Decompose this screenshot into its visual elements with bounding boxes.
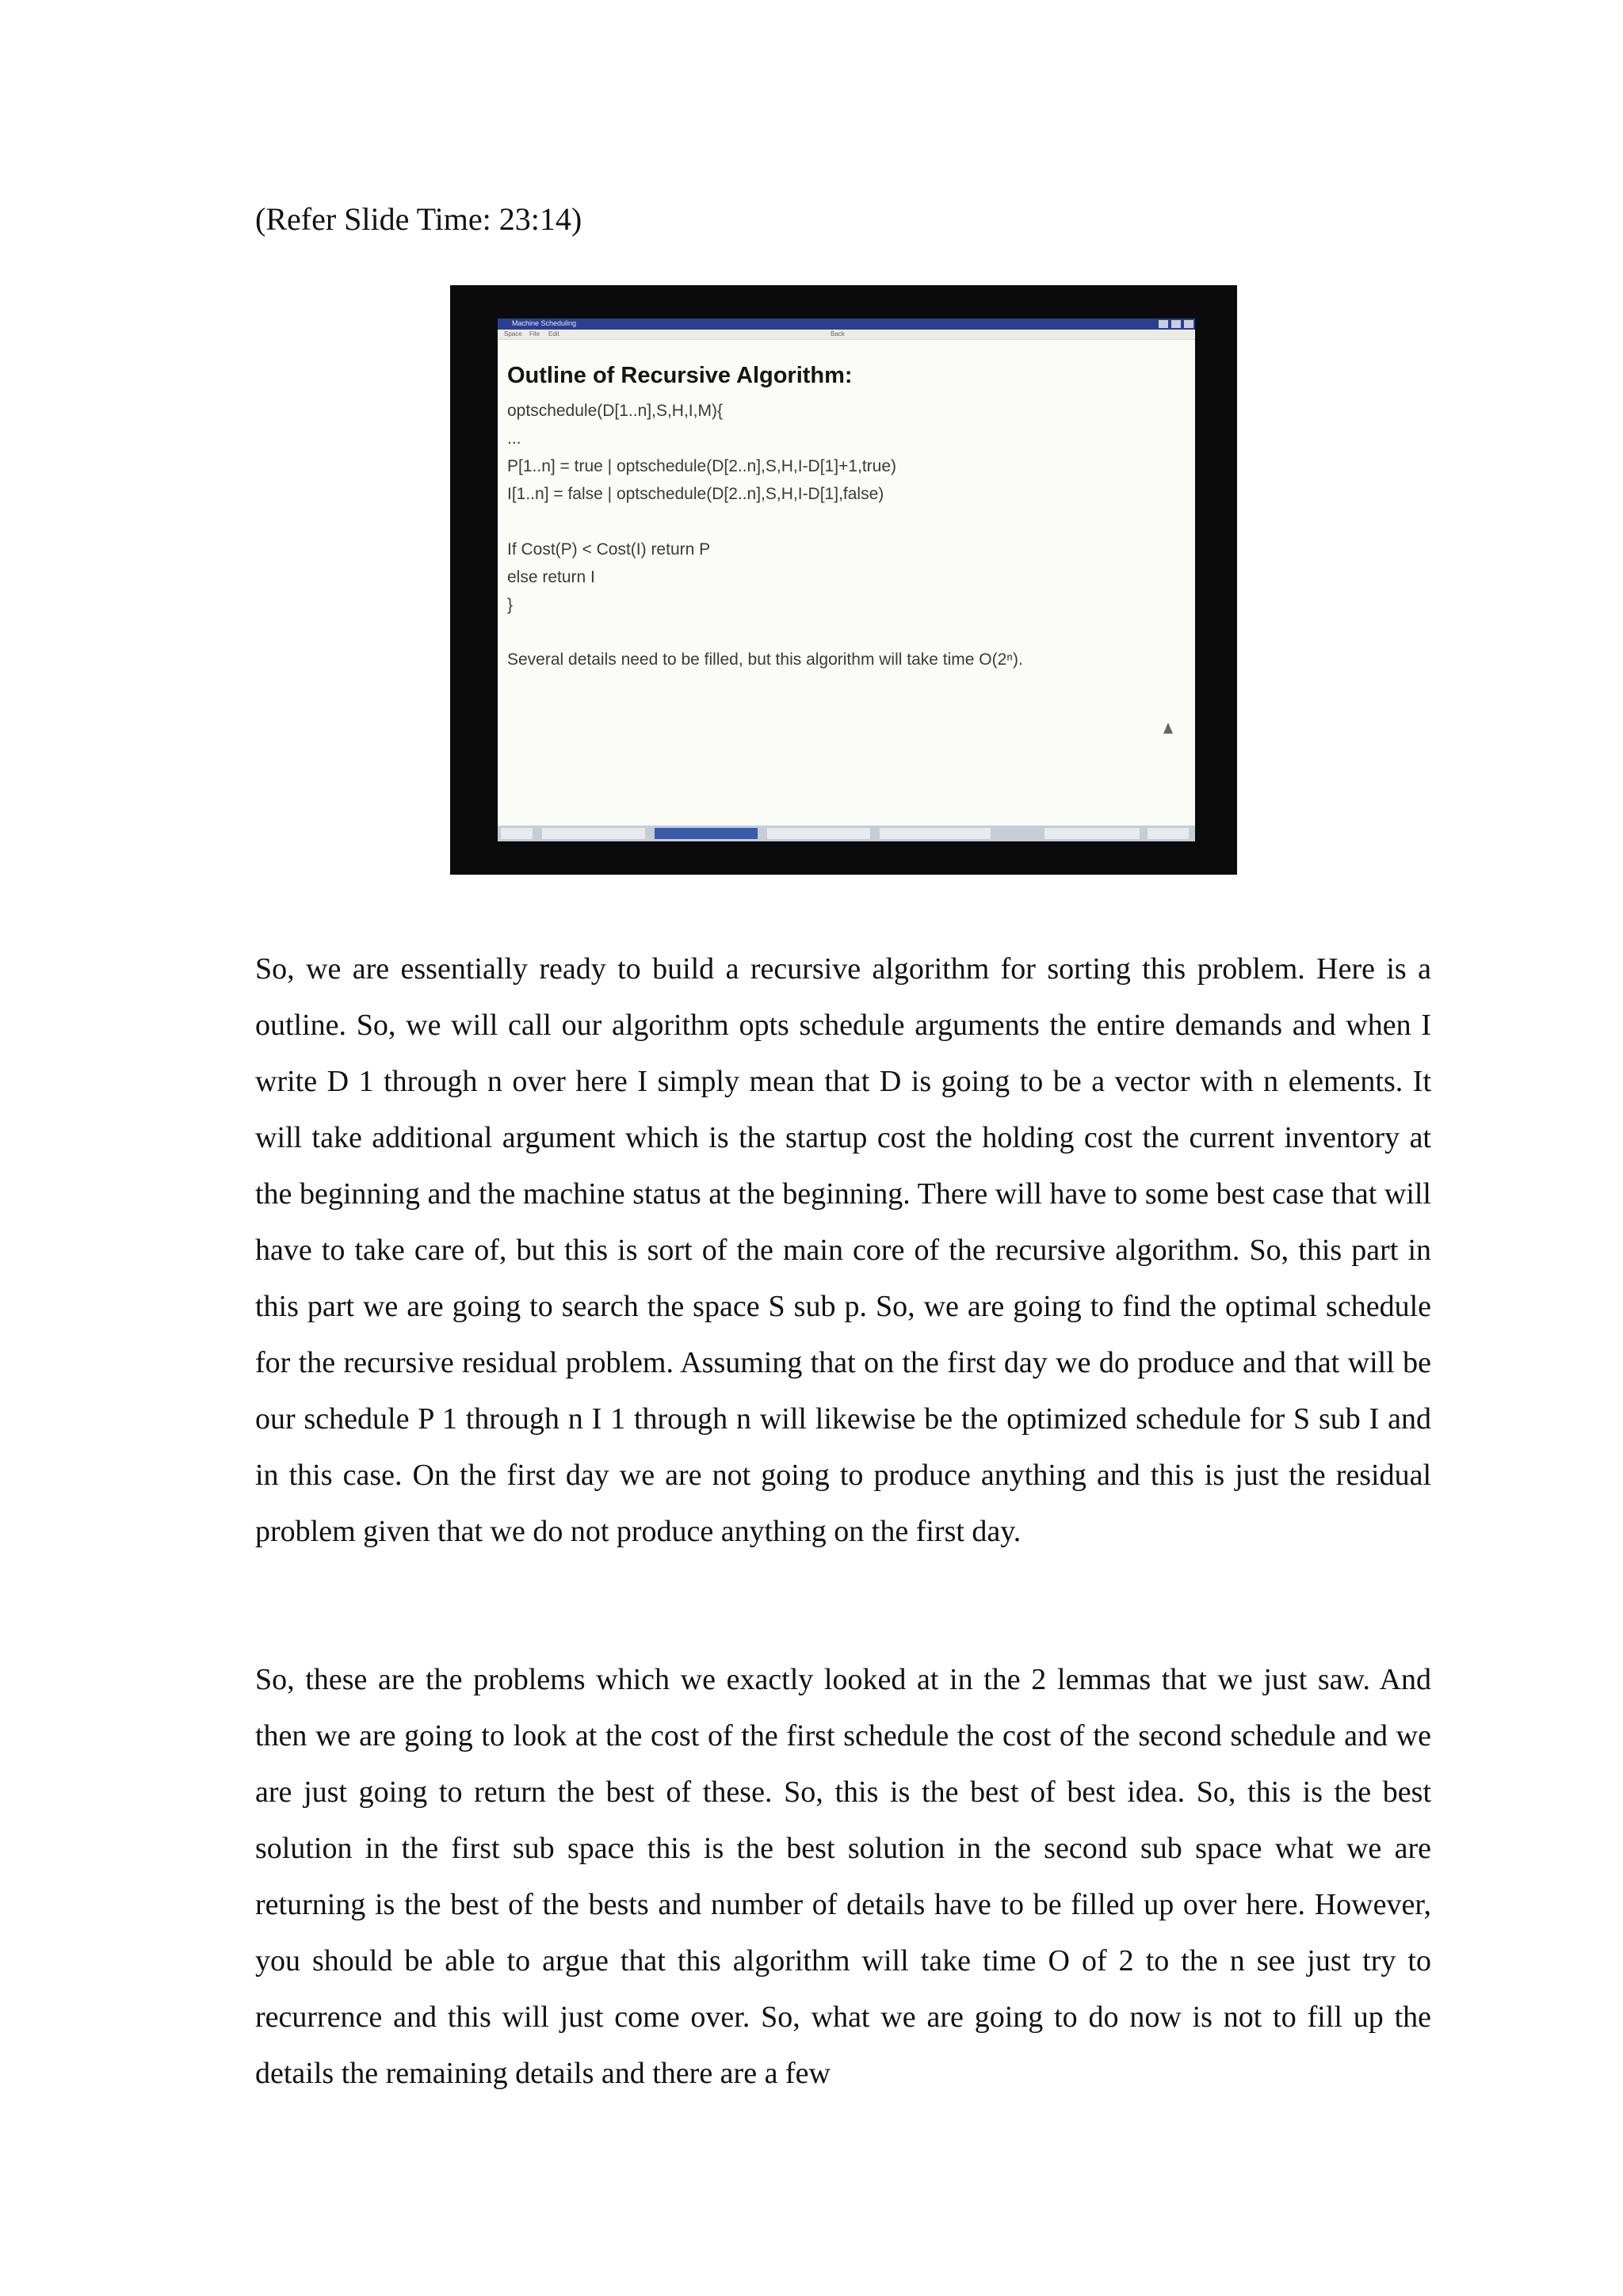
taskbar-item — [880, 828, 991, 839]
code-line: optschedule(D[1..n],S,H,I,M){ — [507, 402, 723, 420]
body-paragraph: So, we are essentially ready to build a recursive algorithm for sorting this problem. Here is a outline. So, we will call our algorithm opts schedule arguments the entire demands and when I write D 1 through n over here I simply mean that D is going to be a vector with n elements. It will take additional argument which is the startup cost the holding cost the current inventory at the beginning and the machine status at the beginning. There will have to some best case that will have to take care of, but this is sort of the main core of the recursive algorithm. So, this part in this part we are going to search the space S sub p. So, we are going to find the optimal schedule for the recursive residual problem. Assuming that on the first day we do produce and that will be our schedule P 1 through n I 1 through n will likewise be the optimized schedule for S sub I and in this case. On the first day we are not going to produce anything and this is just the residual problem given that we do not produce anything on the first day. — [255, 952, 1431, 1548]
code-line — [507, 508, 1179, 536]
code-line: If Cost(P) < Cost(I) return P — [507, 540, 711, 559]
clock — [1148, 828, 1189, 839]
code-line: } — [507, 596, 514, 614]
mouse-cursor-icon — [1163, 723, 1173, 734]
maximize-icon — [1171, 320, 1181, 328]
slide-note: Several details need to be filled, but this algorithm will take time O(2ⁿ). — [507, 650, 1023, 669]
taskbar-item — [542, 828, 645, 839]
slide-screenshot — [450, 285, 1237, 875]
slide-heading: Outline of Recursive Algorithm: — [507, 363, 853, 388]
menu-item: Back — [831, 330, 845, 338]
taskbar-item — [655, 828, 758, 839]
menu-item: File — [529, 330, 540, 338]
body-paragraph: So, these are the problems which we exactly looked at in the 2 lemmas that we just saw. And then we are going to look at the cost of the first schedule the cost of the second schedule and we are just going to return the best of these. So, this is the best of best idea. So, this is the best solution in the first sub space this is the best solution in the second sub space what we are returning is the best of the bests and number of details have to be filled up over here. However, you should be able to argue that this algorithm will take time O of 2 to the n see just try to recurrence and this will just come over. So, what we are going to do now is not to fill up the details the remaining details and there are a few — [255, 1663, 1431, 2090]
slide-screen — [498, 318, 1195, 841]
code-line: else return I — [507, 568, 595, 586]
start-button — [501, 828, 533, 839]
window-titlebar — [498, 318, 1195, 330]
menu-item: Edit — [548, 330, 559, 338]
window-menubar — [498, 330, 1195, 340]
refer-slide-time: (Refer Slide Time: 23:14) — [255, 201, 582, 237]
code-line: ... — [507, 429, 521, 448]
taskbar — [498, 826, 1195, 841]
minimize-icon — [1159, 320, 1168, 328]
system-tray — [1044, 828, 1140, 839]
code-line: P[1..n] = true | optschedule(D[2..n],S,H,I-D[1]+1,true) — [507, 457, 897, 475]
close-icon — [1184, 320, 1193, 328]
menu-item: Space — [504, 330, 522, 338]
taskbar-item — [767, 828, 870, 839]
code-line: I[1..n] = false | optschedule(D[2..n],S,H,I-D[1],false) — [507, 485, 884, 503]
slide-content — [507, 363, 1179, 669]
window-title: Machine Scheduling — [512, 319, 577, 327]
